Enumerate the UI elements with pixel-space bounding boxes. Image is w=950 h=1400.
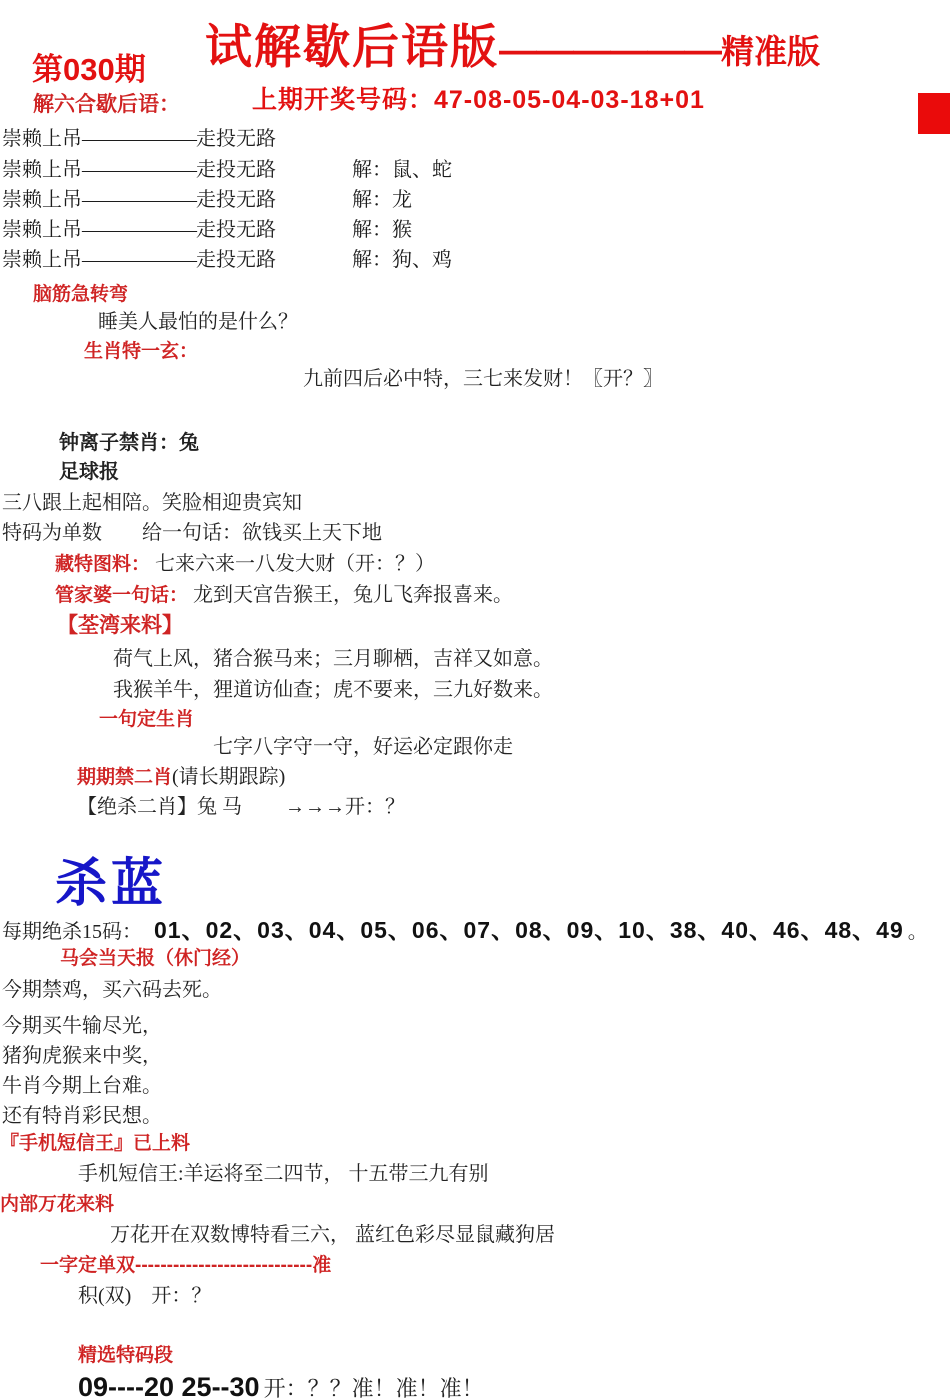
special-segment-result: 开：？？准！准！准！ — [263, 1376, 484, 1400]
riddle-row — [2, 219, 762, 242]
special-segment-label: 精选特码段 — [78, 1345, 174, 1366]
daily-report-line: 今期买牛输尽光， — [2, 1015, 162, 1037]
riddle-left: 崇赖上吊 — [2, 128, 82, 150]
tsuen-wan-label: 【荃湾来料】 — [57, 614, 183, 637]
riddle-right: 走投无路 — [196, 249, 276, 271]
kill-blue-period: 。 — [907, 921, 928, 943]
housekeeper-line — [55, 584, 513, 607]
riddle-row — [2, 249, 762, 272]
internal-tips-text: 万花开在双数博特看三六， 蓝红色彩尽显鼠藏狗居 — [110, 1224, 555, 1246]
riddle-dash: —————— — [82, 128, 196, 150]
internal-tips-label: 内部万花来料 — [0, 1194, 115, 1215]
riddle-left: 崇赖上吊 — [2, 219, 82, 241]
riddle-row — [2, 189, 762, 212]
one-sentence-text: 七字八字守一守，好运必定跟你走 — [213, 736, 513, 758]
daily-report-line: 今期禁鸡，买六码去死。 — [2, 979, 222, 1001]
tsuen-wan-line1: 荷气上风，猪合猴马来；三月聊栖，吉祥又如意。 — [113, 648, 553, 670]
housekeeper-label: 管家婆一句话： — [55, 585, 189, 606]
ban-two-label: 期期禁二肖 — [77, 767, 173, 788]
riddle-answer: 解：鼠、蛇 — [352, 159, 452, 181]
riddle-answer: 解：狗、鸡 — [352, 249, 452, 271]
riddle-row — [2, 128, 762, 151]
tsuen-wan-line2: 我猴羊牛，狸道访仙查；虎不要来，三九好数来。 — [113, 679, 553, 701]
brain-teaser-label: 脑筋急转弯 — [33, 284, 129, 305]
football-label: 足球报 — [59, 461, 119, 483]
kill-two-line — [77, 796, 405, 819]
kill-blue-numbers: 01、02、03、04、05、06、07、08、09、10、38、40、46、48、49 — [154, 917, 904, 943]
ban-two-line — [77, 766, 285, 789]
special-segment-numbers: 09----20 25--30 — [78, 1372, 260, 1400]
riddle-dash: —————— — [82, 249, 196, 271]
single-double-label: 一字定单双 — [40, 1255, 136, 1276]
daily-report-line: 猪狗虎猴来中奖， — [2, 1045, 162, 1067]
red-corner-mark — [918, 93, 950, 134]
single-double-line — [40, 1255, 331, 1277]
housekeeper-text: 龙到天宫告猴王，兔儿飞奔报喜来。 — [193, 584, 514, 606]
riddle-row — [2, 159, 762, 182]
riddle-right: 走投无路 — [196, 159, 276, 181]
single-double-suffix: 准 — [312, 1255, 332, 1276]
riddle-dash: —————— — [82, 219, 196, 241]
riddle-right: 走投无路 — [196, 219, 276, 241]
sms-king-text: 手机短信王:羊运将至二四节， 十五带三九有别 — [78, 1163, 489, 1185]
riddle-dash: —————— — [82, 189, 196, 211]
sms-king-label: 『手机短信王』已上料 — [0, 1133, 191, 1154]
kill-blue-label: 每期绝杀15码： — [2, 921, 142, 943]
hidden-tip-line — [55, 553, 435, 576]
zodiac-hint-text: 九前四后必中特，三七来发财！〖开？〗 — [303, 368, 663, 390]
daily-report-line: 牛肖今期上台难。 — [2, 1075, 162, 1097]
daily-report-line: 还有特肖彩民想。 — [2, 1105, 162, 1127]
football-line2: 特码为单数 给一句话：欲钱买上天下地 — [2, 522, 382, 544]
riddle-left: 崇赖上吊 — [2, 249, 82, 271]
kill-two-result: →→→开：？ — [285, 796, 405, 818]
kill-blue-numbers-line — [2, 917, 928, 944]
riddle-dash: —————— — [82, 159, 196, 181]
hidden-tip-label: 藏特图料： — [55, 554, 151, 575]
special-segment-line — [78, 1372, 484, 1400]
riddle-answer: 解：龙 — [352, 189, 412, 211]
riddle-section-label: 解六合歇后语： — [33, 93, 180, 116]
one-sentence-label: 一句定生肖 — [99, 709, 195, 730]
daily-report-label: 马会当天报（休门经） — [60, 948, 251, 969]
ban-zodiac-label: 钟离子禁肖：兔 — [59, 432, 199, 454]
brain-teaser-question: 睡美人最怕的是什么？ — [98, 311, 298, 333]
riddle-right: 走投无路 — [196, 189, 276, 211]
riddle-left: 崇赖上吊 — [2, 189, 82, 211]
page-title-main: 试解歇后语版 — [205, 20, 499, 73]
page-title-dash: —————— — [499, 30, 721, 72]
kill-blue-title: 杀蓝 — [55, 855, 168, 913]
football-line1: 三八跟上起相陪。笑脸相迎贵宾知 — [2, 492, 302, 514]
single-double-answer: 积(双) 开：？ — [78, 1285, 212, 1307]
hidden-tip-text: 七来六来一八发大财（开：？） — [155, 553, 436, 575]
ban-two-note: (请长期跟踪) — [172, 766, 286, 788]
single-double-dashes: ---------------------------- — [135, 1255, 313, 1276]
riddle-left: 崇赖上吊 — [2, 159, 82, 181]
page-title-suffix: 精准版 — [721, 33, 820, 70]
zodiac-hint-label: 生肖特一玄： — [84, 341, 199, 362]
kill-two-label: 【绝杀二肖】兔 马 — [77, 796, 242, 818]
page-title — [205, 20, 820, 74]
riddle-right: 走投无路 — [196, 128, 276, 150]
riddle-answer: 解：猴 — [352, 219, 412, 241]
last-draw-numbers: 上期开奖号码：47-08-05-04-03-18+01 — [252, 86, 705, 114]
issue-number: 第030期 — [32, 52, 146, 87]
